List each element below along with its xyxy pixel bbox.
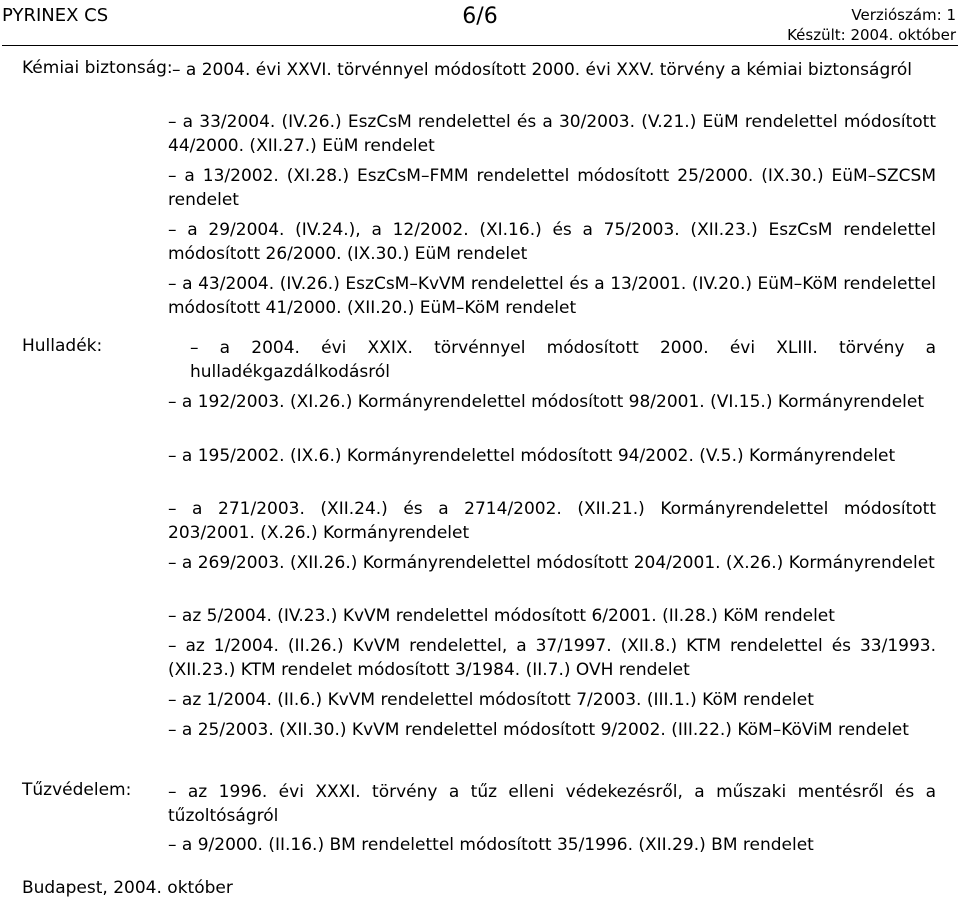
created-date: Készült: 2004. október [787,26,956,44]
list-item: – a 25/2003. (XII.30.) KvVM rendelettel módosított 9/2002. (III.22.) KöM–KöViM rendelet [168,720,909,740]
section-main-law: – a 2004. évi XXIX. törvénnyel módosított 2000. évi XLIII. törvény a hulladékgazdálkodásról [190,338,936,382]
version-number: Verziószám: 1 [851,6,956,24]
list-item: – a 29/2004. (IV.24.), a 12/2002. (XI.16.) és a 75/2003. (XII.23.) EszCsM rendelettel módosított 26/2000. (IX.30.) EüM rendelet [168,220,936,264]
page-header [0,4,960,42]
version-info [787,5,956,45]
section-label: Hulladék: [22,336,103,356]
place-date-footer: Budapest, 2004. október [22,878,233,898]
section-label: Kémiai biztonság: [22,58,173,78]
list-item: – az 1/2004. (II.26.) KvVM rendelettel, a 37/1997. (XII.8.) KTM rendelettel és 33/1993. (XII.23.) KTM rendelet módosított 3/1984. (II.7.) OVH rendelet [168,636,936,680]
list-item: – a 271/2003. (XII.24.) és a 2714/2002. (XII.21.) Kormányrendelettel módosított 203/2001. (X.26.) Kormányrendelet [168,499,936,543]
list-item: – a 43/2004. (IV.26.) EszCsM–KvVM rendelettel és a 13/2001. (IV.20.) EüM–KöM rendelettel módosított 41/2000. (XII.20.) EüM–KöM rendelet [168,274,936,318]
list-item: – az 1996. évi XXXI. törvény a tűz elleni védekezésről, a műszaki mentésről és a tűzoltóságról [168,782,936,826]
list-item: – az 5/2004. (IV.23.) KvVM rendelettel módosított 6/2001. (II.28.) KöM rendelet [168,606,835,626]
list-item: – a 192/2003. (XI.26.) Kormányrendelettel módosított 98/2001. (VI.15.) Kormányrendelet [168,392,925,412]
list-item: – a 269/2003. (XII.26.) Kormányrendelettel módosított 204/2001. (X.26.) Kormányrendelet [168,553,935,573]
page-number: 6/6 [462,4,498,29]
list-item: – a 195/2002. (IX.6.) Kormányrendelettel módosított 94/2002. (V.5.) Kormányrendelet [168,446,896,466]
list-item: – a 33/2004. (IV.26.) EszCsM rendelettel és a 30/2003. (V.21.) EüM rendelettel módosított 44/2000. (XII.27.) EüM rendelet [168,112,936,156]
list-item: – az 1/2004. (II.6.) KvVM rendelettel módosított 7/2003. (III.1.) KöM rendelet [168,690,814,710]
section-label: Tűzvédelem: [22,780,132,800]
list-item: – a 13/2002. (XI.28.) EszCsM–FMM rendelettel módosított 25/2000. (IX.30.) EüM–SZCSM rendelet [168,166,936,210]
list-item: – a 9/2000. (II.16.) BM rendelettel módosított 35/1996. (XII.29.) BM rendelet [168,835,814,855]
company-name: PYRINEX CS [2,5,109,26]
header-rule [2,45,958,46]
section-main-law: – a 2004. évi XXVI. törvénnyel módosított 2000. évi XXV. törvény a kémiai biztonságról [172,60,912,80]
